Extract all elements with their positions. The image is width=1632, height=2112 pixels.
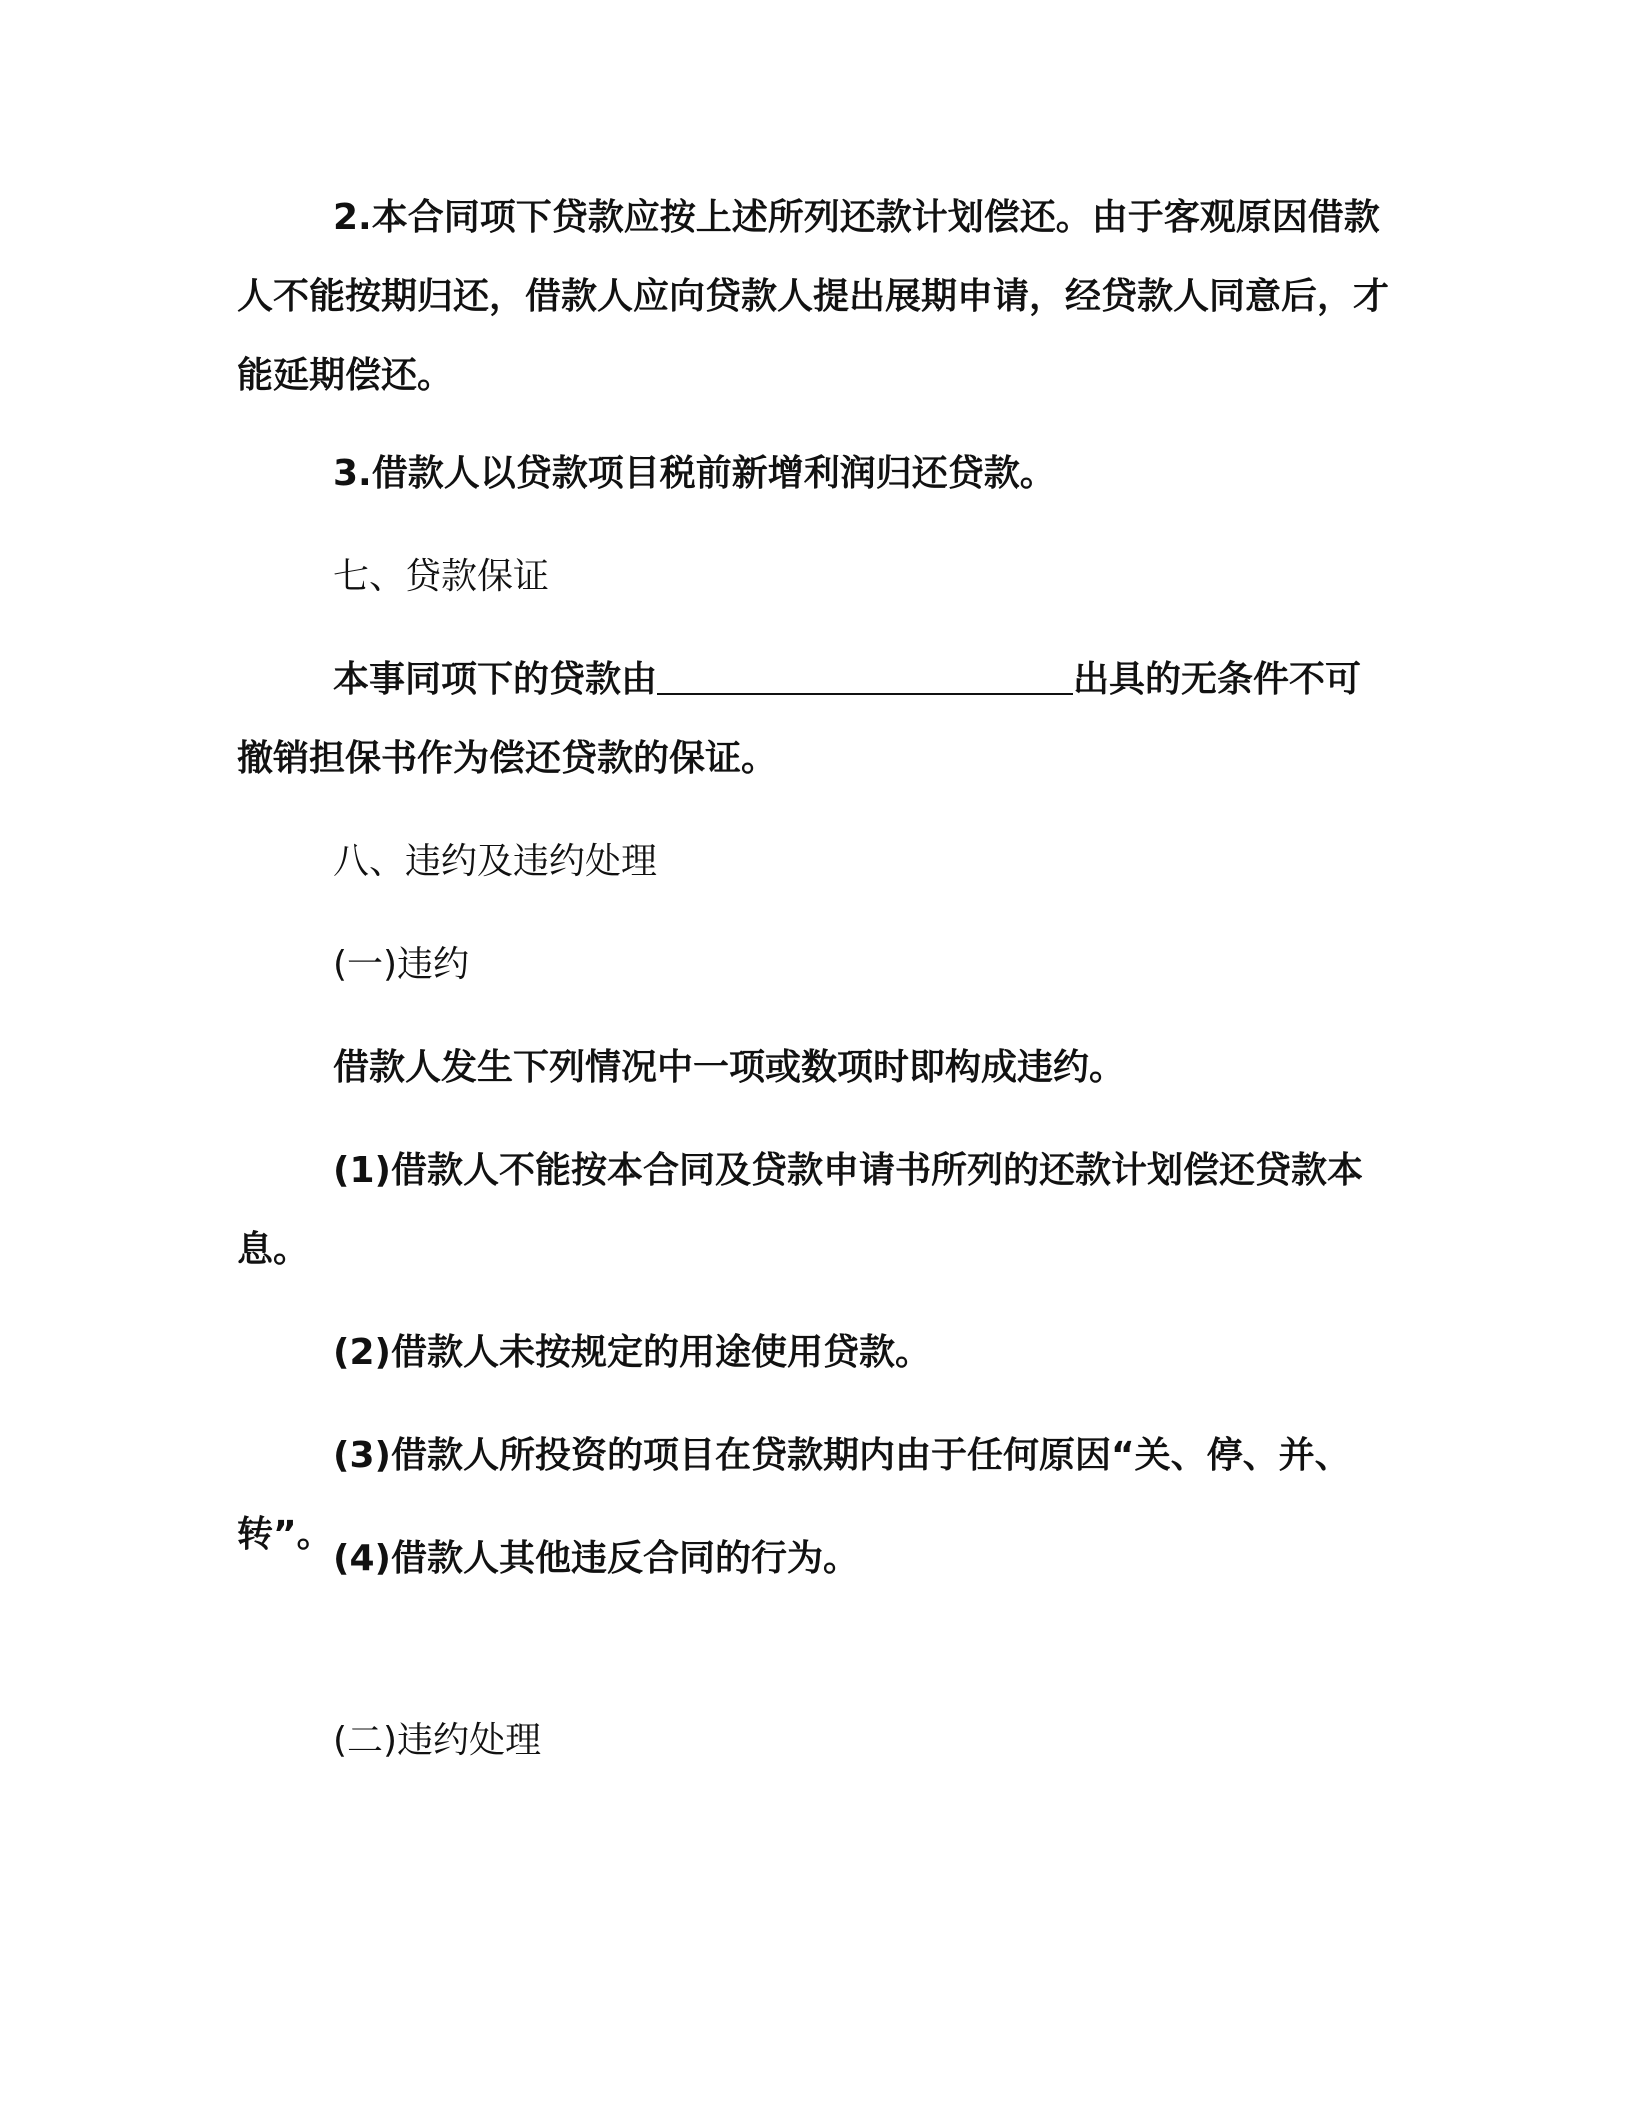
clause-6-item-3-text: 3.借款人以贷款项目税前新增利润归还贷款。 bbox=[333, 453, 1056, 494]
breach-item-2 bbox=[237, 1313, 1392, 1392]
clause-6-item-3 bbox=[237, 434, 1392, 513]
clause-6-item-2-text: 2.本合同项下贷款应按上述所列还款计划偿还。由于客观原因借款人不能按期归还，借款人应向贷款人提出展期申请，经贷款人同意后，才能延期偿还。 bbox=[237, 197, 1390, 396]
guarantee-text-after: 出具的无条件不可撤销担保书作为偿还贷款的保证。 bbox=[237, 659, 1362, 779]
section-8-heading: 八、违约及违约处理 bbox=[333, 841, 658, 882]
guarantor-blank-line bbox=[657, 653, 1073, 695]
section-8-sub-1-intro bbox=[237, 1028, 1392, 1107]
clause-6-item-2 bbox=[237, 178, 1392, 415]
breach-item-2-text: (2)借款人未按规定的用途使用贷款。 bbox=[333, 1332, 931, 1373]
breach-item-4-text: (4)借款人其他违反合同的行为。 bbox=[333, 1538, 859, 1579]
section-8-sub-2-heading: (二)违约处理 bbox=[333, 1720, 542, 1761]
section-7-heading: 七、贷款保证 bbox=[333, 556, 550, 597]
breach-item-1 bbox=[237, 1131, 1392, 1289]
breach-item-3-text: (3)借款人所投资的项目在贷款期内由于任何原因“关、停、并、转”。 bbox=[237, 1435, 1351, 1555]
breach-item-1-text: (1)借款人不能按本合同及贷款申请书所列的还款计划偿还贷款本息。 bbox=[237, 1150, 1363, 1270]
guarantee-text-before: 本事同项下的贷款由 bbox=[333, 659, 658, 700]
breach-item-4 bbox=[237, 1519, 1392, 1598]
section-7-guarantee bbox=[237, 640, 1392, 798]
breach-intro-text: 借款人发生下列情况中一项或数项时即构成违约。 bbox=[333, 1047, 1126, 1088]
section-8-sub-1-heading: (一)违约 bbox=[333, 944, 470, 985]
